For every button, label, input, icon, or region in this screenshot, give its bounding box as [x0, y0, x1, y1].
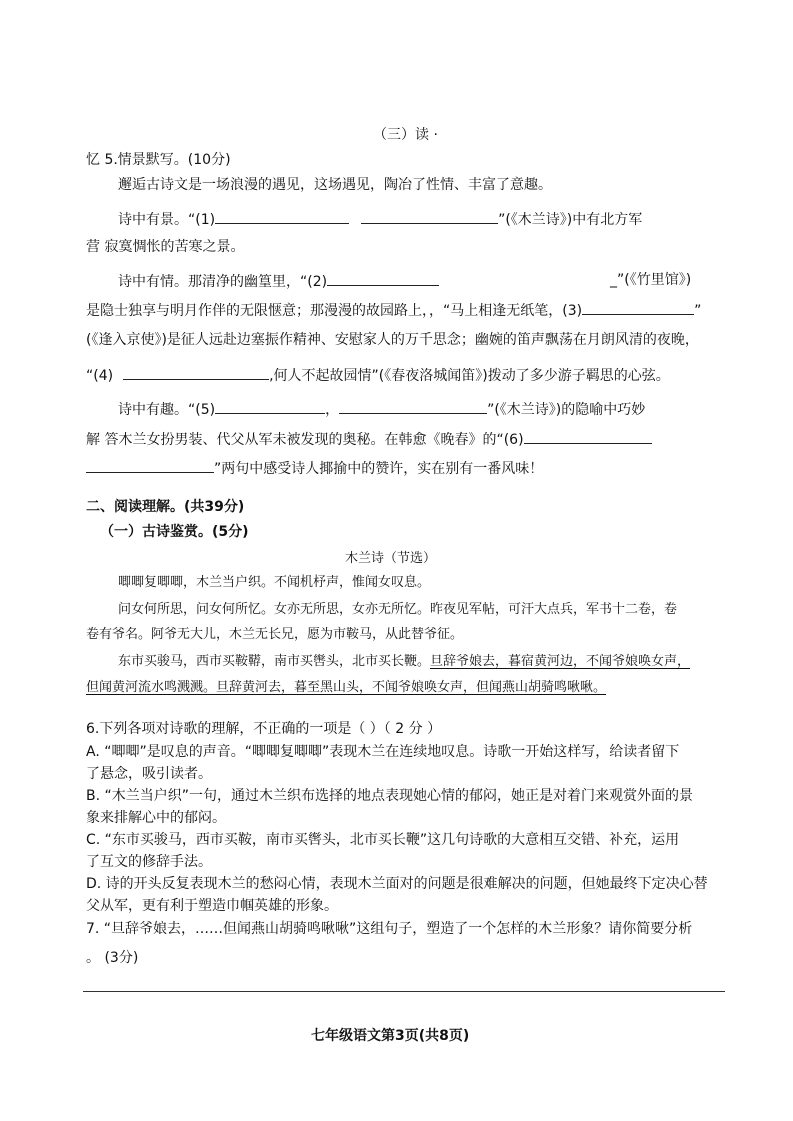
q5-fun-comma: ，	[325, 402, 340, 418]
answer-blank-3[interactable]	[582, 299, 694, 315]
q5-emotion-item4: “(4)	[86, 368, 114, 384]
q5-intro: 邂逅古诗文是一场浪漫的遇见，这场遇见，陶冶了性情、丰富了意趣。	[118, 177, 552, 193]
q5-fun-line2	[86, 428, 652, 450]
q5-emotion-line1	[118, 270, 439, 292]
q5-scene-line2: 营 寂寞惆怅的苦寒之景。	[86, 239, 245, 255]
q5-emotion-text4: ,何人不起故园情”(《春夜洛城闻笛》)拨动了多少游子羁思的心弦。	[269, 368, 670, 384]
section2-title: 二、阅读理解。(共39分)	[86, 499, 245, 515]
q5-fun-line1	[118, 398, 645, 420]
q6-option-a-line2: 了悬念，吸引读者。	[86, 766, 212, 782]
q5-emotion-line2	[86, 299, 701, 321]
page-footer: 七年级语文第3页(共8页)	[311, 1028, 470, 1044]
poem-line4-underlined: 旦辞爷娘去，暮宿黄河边，不闻爷娘唤女声，	[430, 654, 691, 669]
q7-line2: 。 (3分)	[86, 950, 139, 966]
poem-line1: 唧唧复唧唧，木兰当户织。不闻机杼声，惟闻女叹息。	[118, 575, 431, 590]
answer-blank-4[interactable]	[123, 364, 269, 380]
section3-heading: （三）读 ·	[373, 127, 438, 143]
q5-emotion-suffix: _”(《竹里馆》)	[610, 272, 692, 288]
q5-scene-prefix: 诗中有景。“(1)	[118, 212, 216, 228]
answer-blank-2[interactable]	[327, 270, 439, 286]
q5-emotion-text2: 是隐士独享与明月作伴的无限惬意；那漫漫的故园路上，，“马上相逢无纸笔，(3)	[86, 303, 583, 319]
section2-sub1: （一）古诗鉴赏。(5分)	[100, 524, 249, 540]
q6-option-a-line1: A. “唧唧”是叹息的声音。“唧唧复唧唧”表现木兰在连续地叹息。诗歌一开始这样写，给读者留下	[86, 744, 680, 760]
q5-emotion-line3: (《逢入京使》)是征人远赴边塞振作精神、安慰家人的万千思念；幽婉的笛声飘荡在月朗风清的夜晚，	[86, 332, 699, 348]
q6-option-c-line2: 了互文的修辞手法。	[86, 854, 212, 870]
footer-divider	[83, 991, 725, 992]
answer-blank-1a[interactable]	[215, 208, 349, 224]
poem-line4-plain: 东市买骏马，西市买鞍鞯，南市买辔头，北市买长鞭。	[118, 654, 431, 669]
poem-title: 木兰诗（节选）	[345, 551, 437, 566]
q6-stem: 6.下列各项对诗歌的理解，不正确的一项是（ ）（ 2 分 ）	[86, 721, 442, 737]
q7-line1: 7. “旦辞爷娘去，……但闻燕山胡骑鸣啾啾”这组句子，塑造了一个怎样的木兰形象？请你简要分析	[86, 921, 693, 937]
q5-emotion-prefix: 诗中有情。那清净的幽篁里，“(2)	[118, 274, 328, 290]
answer-blank-6b[interactable]	[86, 457, 214, 473]
answer-blank-1b[interactable]	[361, 208, 498, 224]
q6-option-d-line1: D. 诗的开头反复表现木兰的愁闷心情，表现木兰面对的问题是很难解决的问题，但她最终下定决心替	[86, 876, 708, 892]
q6-option-b-line1: B. “木兰当户织”一句，通过木兰织布选择的地点表现她心情的郁闷，她正是对着门来观赏外面的景	[86, 788, 694, 804]
q5-scene-line1	[118, 208, 642, 230]
answer-blank-6a[interactable]	[524, 428, 652, 444]
q5-fun-prefix: 诗中有趣。“(5)	[118, 402, 216, 418]
poem-line5-underlined: 但闻黄河流水鸣溅溅。旦辞黄河去，暮至黑山头，不闻爷娘唤女声，但闻燕山胡骑鸣啾啾。	[86, 680, 607, 695]
q5-fun-text3: ”两句中感受诗人揶揄中的赞许，实在别有一番风味！	[214, 461, 544, 477]
q5-fun-text2: 解 答木兰女扮男装、代父从军未被发现的奥秘。在韩愈《晚春》的“(6)	[86, 432, 524, 448]
answer-blank-5b[interactable]	[339, 398, 487, 414]
q5-emotion-quote-end: ”	[694, 303, 702, 319]
q6-option-b-line2: 象来排解心中的郁闷。	[86, 810, 226, 826]
poem-line3: 卷有爷名。阿爷无大儿，木兰无长兄，愿为市鞍马，从此替爷征。	[86, 627, 464, 642]
q6-option-c-line1: C. “东市买骏马，西市买鞍，南市买辔头，北市买长鞭”这几句诗歌的大意相互交错、补充，运用	[86, 832, 680, 848]
q6-option-d-line2: 父从军，更有利于塑造巾帼英雄的形象。	[86, 898, 338, 914]
q5-scene-suffix: ”(《木兰诗》)中有北方军	[498, 212, 643, 228]
q5-title: 忆 5.情景默写。(10分)	[86, 152, 231, 168]
q5-emotion-line4	[86, 364, 670, 386]
q5-fun-suffix: ”(《木兰诗》)的隐喻中巧妙	[487, 402, 646, 418]
poem-line2: 问女何所思，问女何所忆。女亦无所思，女亦无所忆。昨夜见军帖，可汗大点兵，军书十二卷，卷	[118, 602, 678, 617]
poem-line4	[118, 652, 690, 672]
q5-fun-line3	[86, 457, 543, 479]
answer-blank-5a[interactable]	[215, 398, 325, 414]
